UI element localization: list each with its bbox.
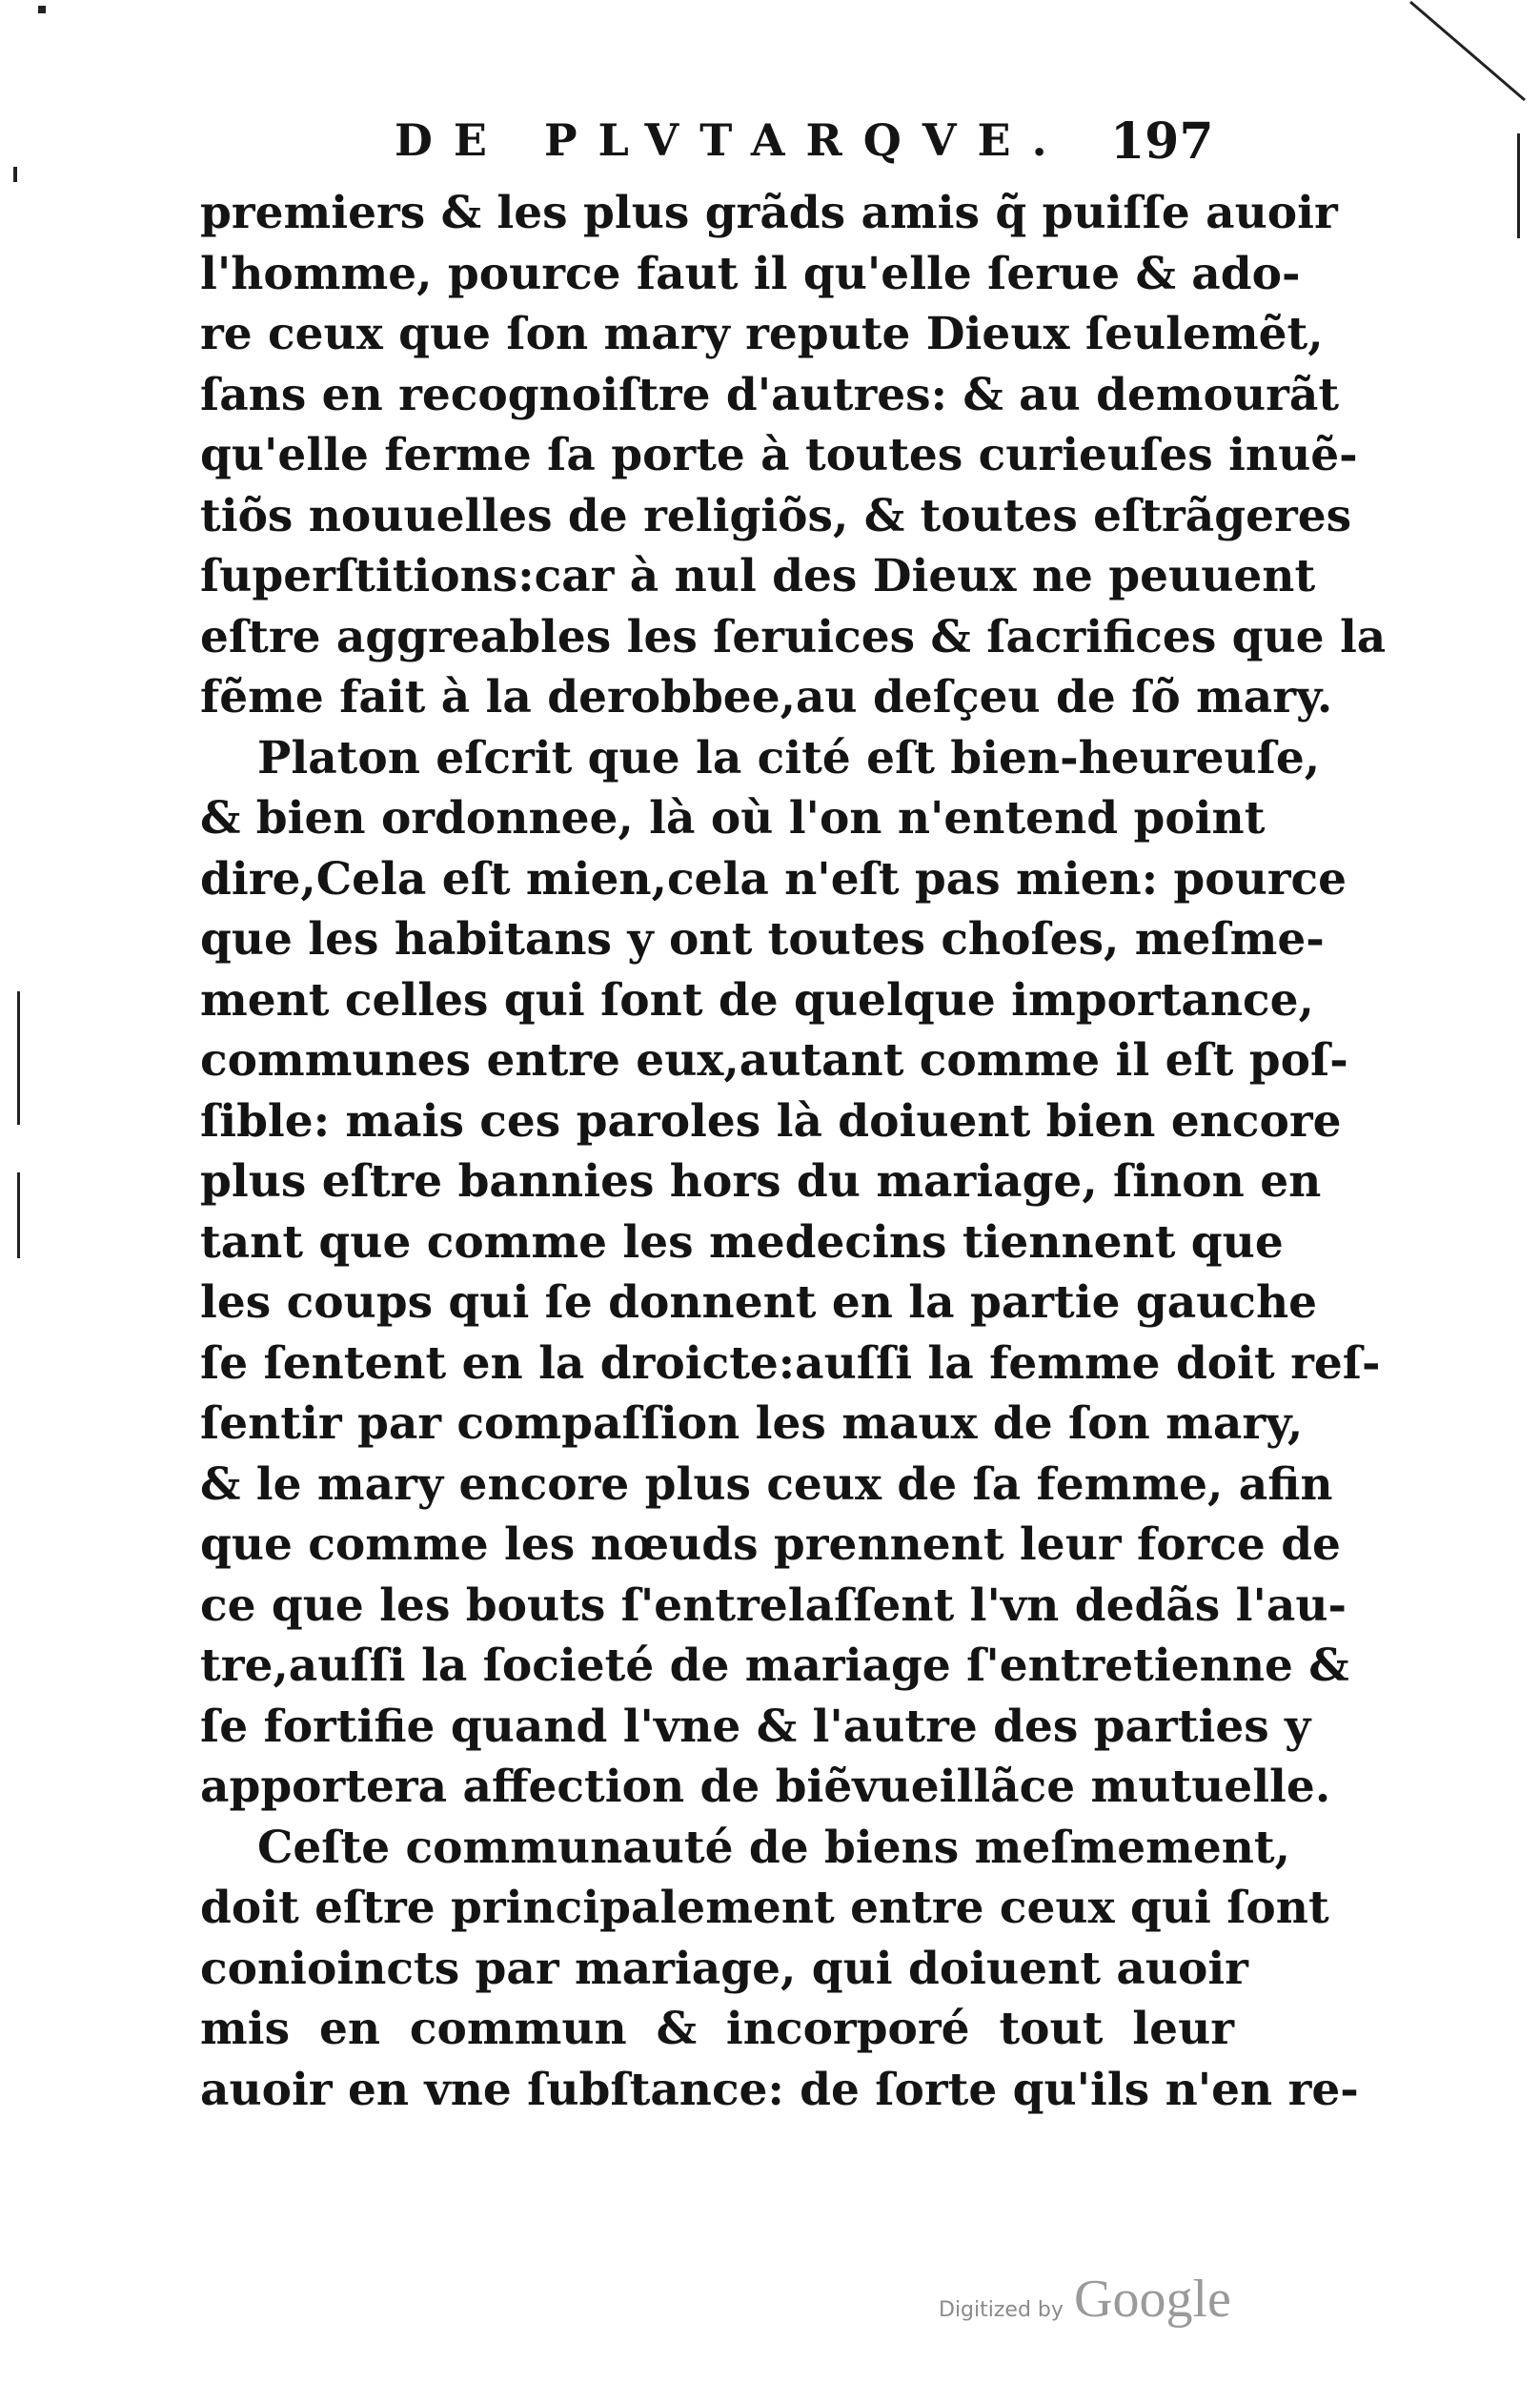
text-line: que comme les nœuds prennent leur force de <box>200 1518 1341 1571</box>
text-line: ſans en recognoiſtre d'autres: & au demourãt <box>200 368 1340 421</box>
text-line: re ceux que ſon mary repute Dieux ſeulemẽt, <box>200 308 1324 360</box>
text-line: conioincts par mariage, qui doiuent auoir <box>200 1942 1248 1995</box>
text-line: ſentir par compaſſion les maux de ſon mary, <box>200 1397 1304 1450</box>
text-line: plus eſtre bannies hors du mariage, ſinon en <box>200 1155 1322 1208</box>
scan-mark-left <box>17 1172 20 1258</box>
text-line: tiõs nouuelles de religiõs, & toutes eſtrãgeres <box>200 489 1352 542</box>
text-line: tant que comme les medecins tiennent que <box>200 1215 1284 1269</box>
page-number: 197 <box>1110 112 1214 171</box>
scan-mark-left <box>13 167 17 182</box>
body-text <box>200 183 1387 2120</box>
text-line: Platon eſcrit que la cité eſt bien-heureuſe, <box>257 731 1321 784</box>
google-logo: Google <box>1074 2270 1231 2329</box>
text-line: apportera affection de biẽvueillãce mutuelle. <box>200 1761 1331 1813</box>
text-line: les coups qui ſe donnent en la partie gauche <box>200 1276 1318 1329</box>
text-line: fẽme fait à la derobbee,au deſçeu de ſõ mary. <box>200 671 1333 723</box>
digitized-watermark <box>939 2269 1231 2330</box>
text-line: dire,Cela eſt mien,cela n'eſt pas mien: pource <box>200 852 1348 906</box>
text-line: ment celles qui ſont de quelque importance, <box>200 973 1314 1027</box>
text-line: Ceſte communauté de biens meſmement, <box>257 1821 1290 1874</box>
text-line: & le mary encore plus ceux de ſa femme, afin <box>200 1457 1333 1511</box>
text-line: l'homme, pource faut il qu'elle ſerue & ado- <box>200 247 1301 300</box>
text-line: qu'elle ferme ſa porte à toutes curieuſes inuẽ- <box>200 429 1358 481</box>
text-line: ſible: mais ces paroles là doiuent bien encore <box>200 1094 1342 1148</box>
text-line: auoir en vne ſubſtance: de ſorte qu'ils n'en re- <box>200 2063 1359 2116</box>
digitized-by-label: Digitized by <box>939 2298 1064 2322</box>
scan-mark-left <box>17 991 20 1125</box>
text-line: premiers & les plus grãds amis q̃ puiſſe auoir <box>200 187 1338 239</box>
text-line: & bien ordonnee, là où l'on n'entend point <box>200 792 1266 845</box>
text-line: ſe ſentent en la droicte:auſſi la femme doit reſ- <box>200 1336 1381 1390</box>
text-line: eſtre aggreables les ſeruices & ſacrifices que la <box>200 610 1387 663</box>
text-line: communes entre eux,autant comme il eſt poſ- <box>200 1034 1348 1087</box>
text-line: ſuperſtitions:car à nul des Dieux ne peuuent <box>200 550 1316 602</box>
scan-edge-line <box>1391 0 1540 114</box>
text-line: tre,auſſi la ſocieté de mariage ſ'entretienne & <box>200 1640 1349 1692</box>
text-line: ſe fortifie quand l'vne & l'autre des parties y <box>200 1700 1311 1753</box>
text-line: ce que les bouts ſ'entrelaſſent l'vn dedãs l'au- <box>200 1578 1347 1632</box>
text-line: mis en commun & incorporé tout leur <box>200 2003 1234 2055</box>
scan-mark-right <box>1517 133 1520 238</box>
text-line: doit eſtre principalement entre ceux qui ſont <box>200 1882 1329 1934</box>
scan-mark-left <box>38 6 46 13</box>
running-title: DE PLVTARQVE. <box>395 114 1068 166</box>
text-line: que les habitans y ont toutes choſes, meſme- <box>200 913 1325 966</box>
